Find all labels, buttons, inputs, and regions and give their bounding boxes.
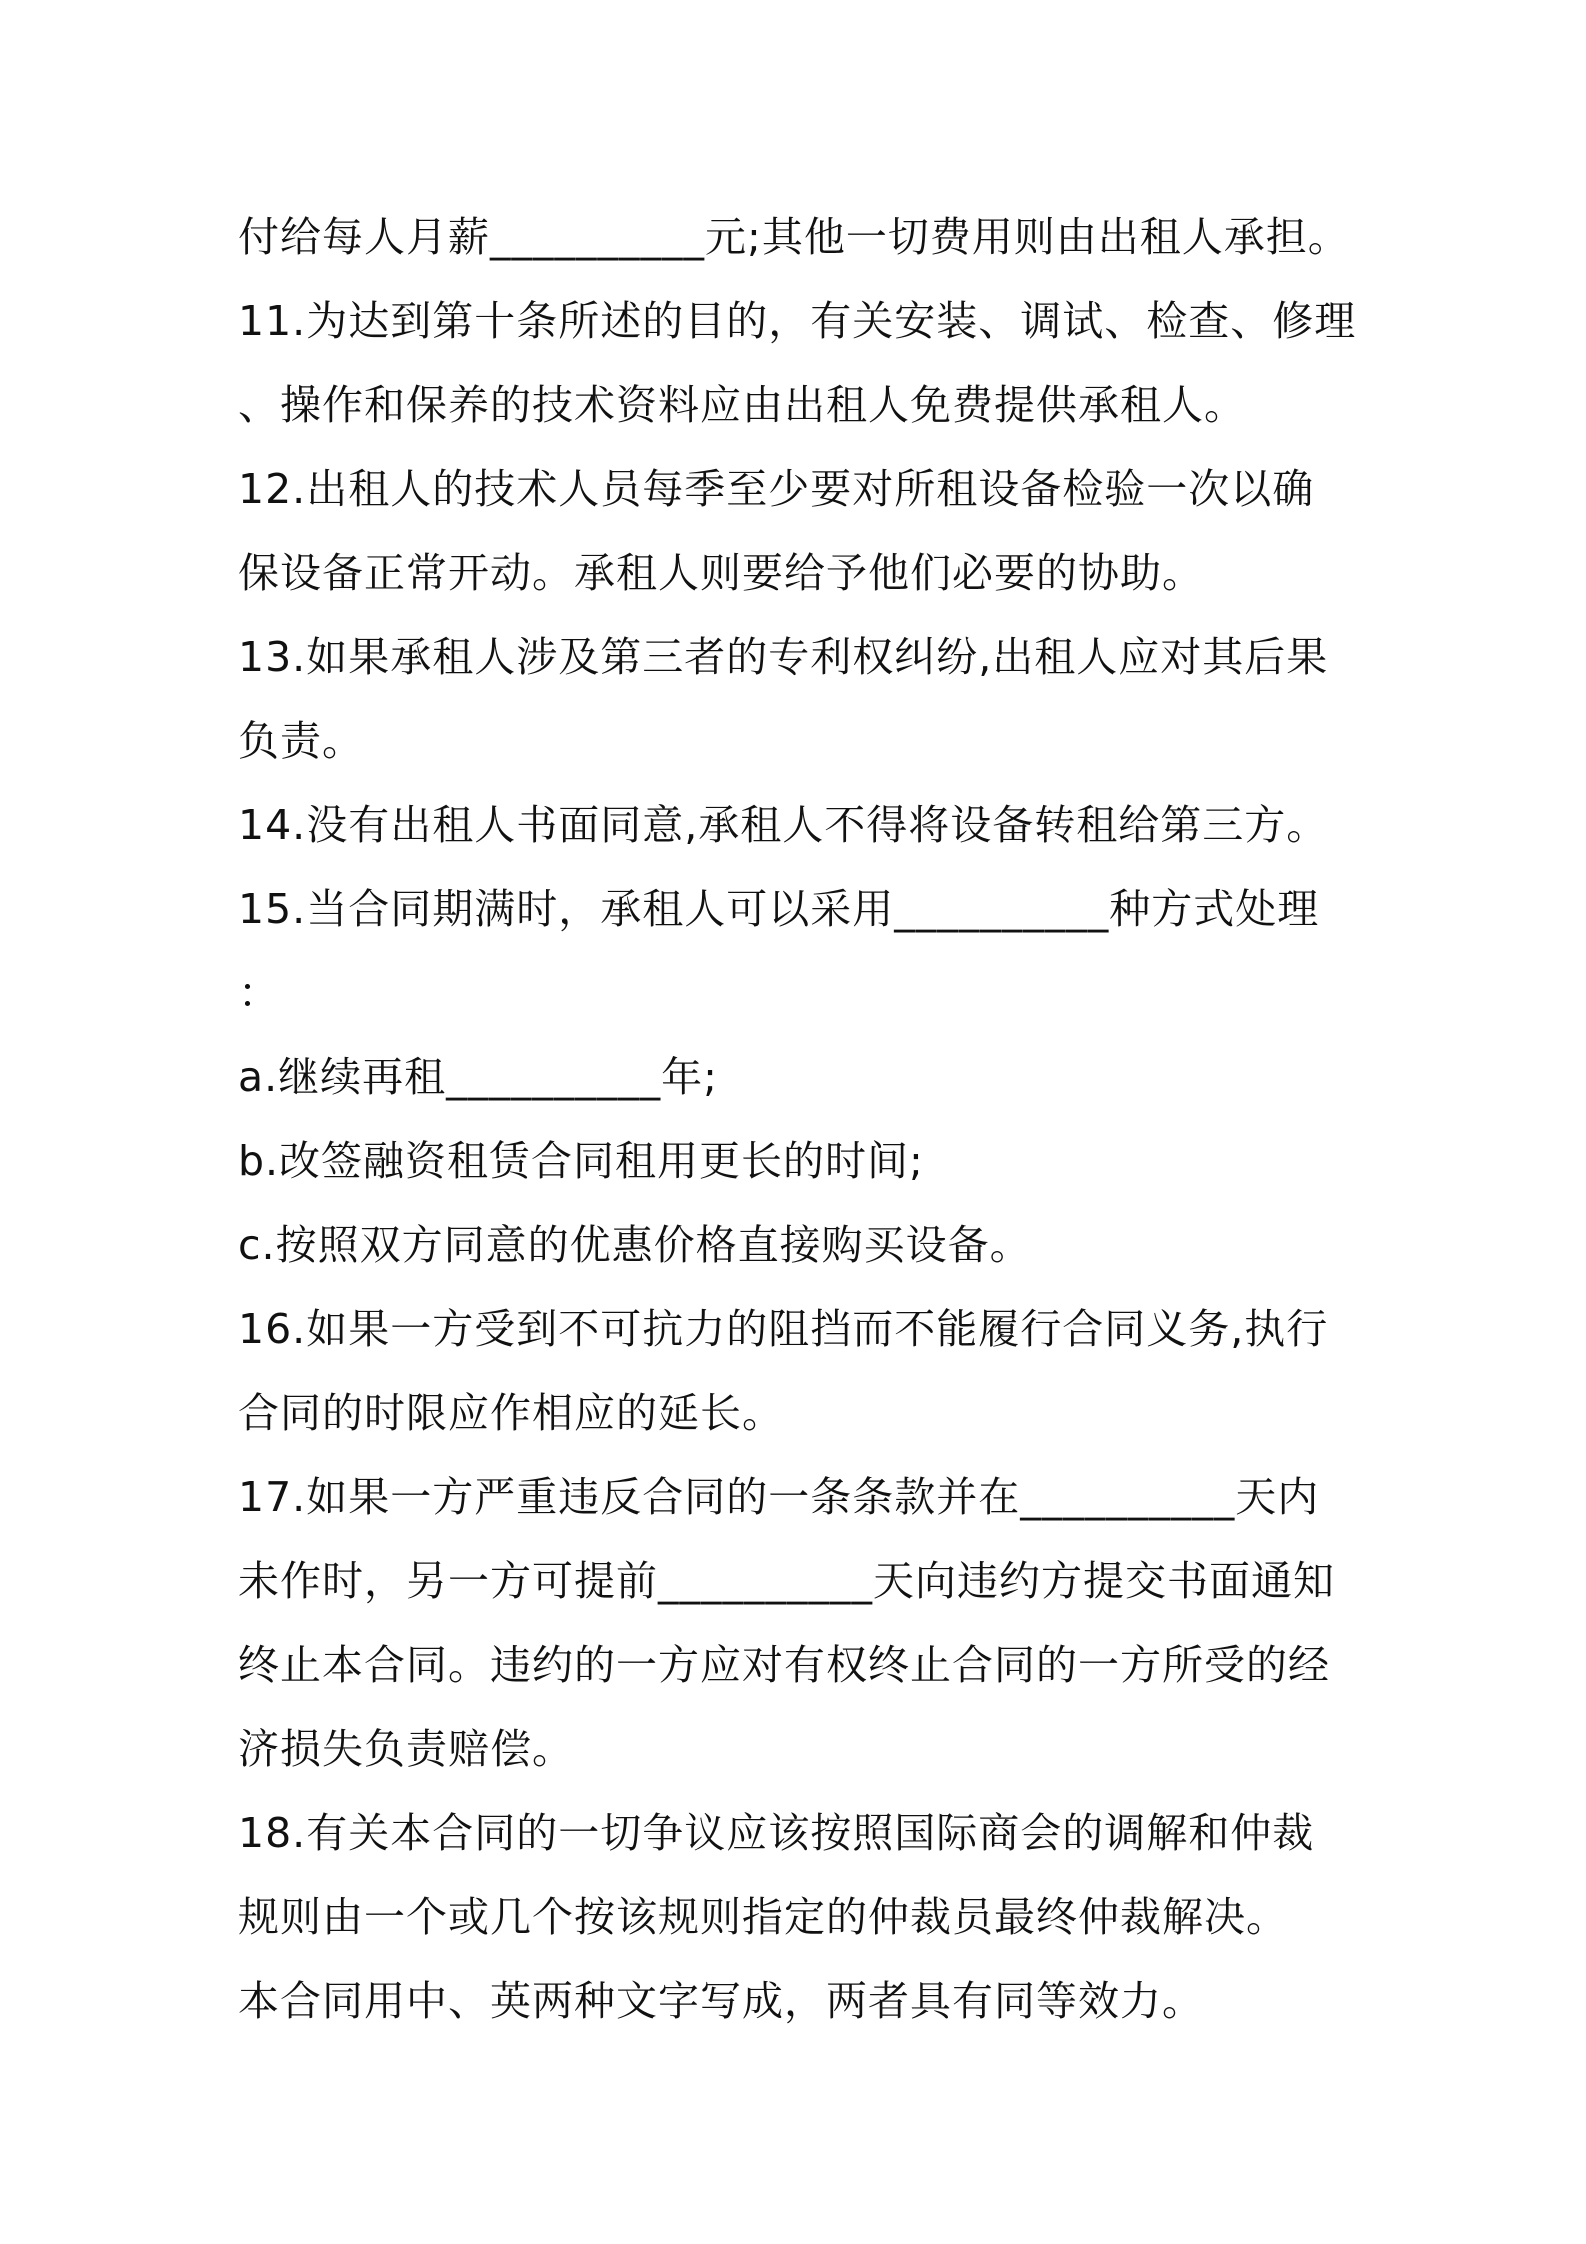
clause-12-line-1: 12.出租人的技术人员每季至少要对所租设备检验一次以确 <box>238 465 1315 513</box>
option-b-line: b.改签融资租赁合同租用更长的时间; <box>238 1137 924 1185</box>
clause-18-line-1: 18.有关本合同的一切争议应该按照国际商会的调解和仲裁 <box>238 1809 1315 1857</box>
clause-13-line-2: 负责。 <box>238 717 364 765</box>
clause-15-line-1: 15.当合同期满时，承租人可以采用__________种方式处理 <box>238 885 1320 933</box>
clause-17-line-4: 济损失负责赔偿。 <box>238 1725 574 1773</box>
text-line: 付给每人月薪__________元;其他一切费用则由出租人承担。 <box>238 213 1350 261</box>
clause-18-line-2: 规则由一个或几个按该规则指定的仲裁员最终仲裁解决。 <box>238 1893 1288 1941</box>
clause-15-line-2: ： <box>238 969 280 1017</box>
option-a-line: a.继续再租__________年; <box>238 1053 718 1101</box>
clause-11-line-2: 、操作和保养的技术资料应由出租人免费提供承租人。 <box>238 381 1246 429</box>
contract-text <box>238 195 1358 2043</box>
clause-17-line-1: 17.如果一方严重违反合同的一条条款并在__________天内 <box>238 1473 1320 1521</box>
clause-13-line-1: 13.如果承租人涉及第三者的专利权纠纷,出租人应对其后果 <box>238 633 1329 681</box>
option-c-line: c.按照双方同意的优惠价格直接购买设备。 <box>238 1221 1032 1269</box>
clause-17-line-3: 终止本合同。违约的一方应对有权终止合同的一方所受的经 <box>238 1641 1330 1689</box>
closing-line: 本合同用中、英两种文字写成，两者具有同等效力。 <box>238 1977 1204 2025</box>
clause-16-line-1: 16.如果一方受到不可抗力的阻挡而不能履行合同义务,执行 <box>238 1305 1329 1353</box>
clause-17-line-2: 未作时，另一方可提前__________天向违约方提交书面通知 <box>238 1557 1335 1605</box>
clause-14-line-1: 14.没有出租人书面同意,承租人不得将设备转租给第三方。 <box>238 801 1329 849</box>
clause-12-line-2: 保设备正常开动。承租人则要给予他们必要的协助。 <box>238 549 1204 597</box>
clause-11-line-1: 11.为达到第十条所述的目的，有关安装、调试、检查、修理 <box>238 297 1357 345</box>
clause-16-line-2: 合同的时限应作相应的延长。 <box>238 1389 784 1437</box>
